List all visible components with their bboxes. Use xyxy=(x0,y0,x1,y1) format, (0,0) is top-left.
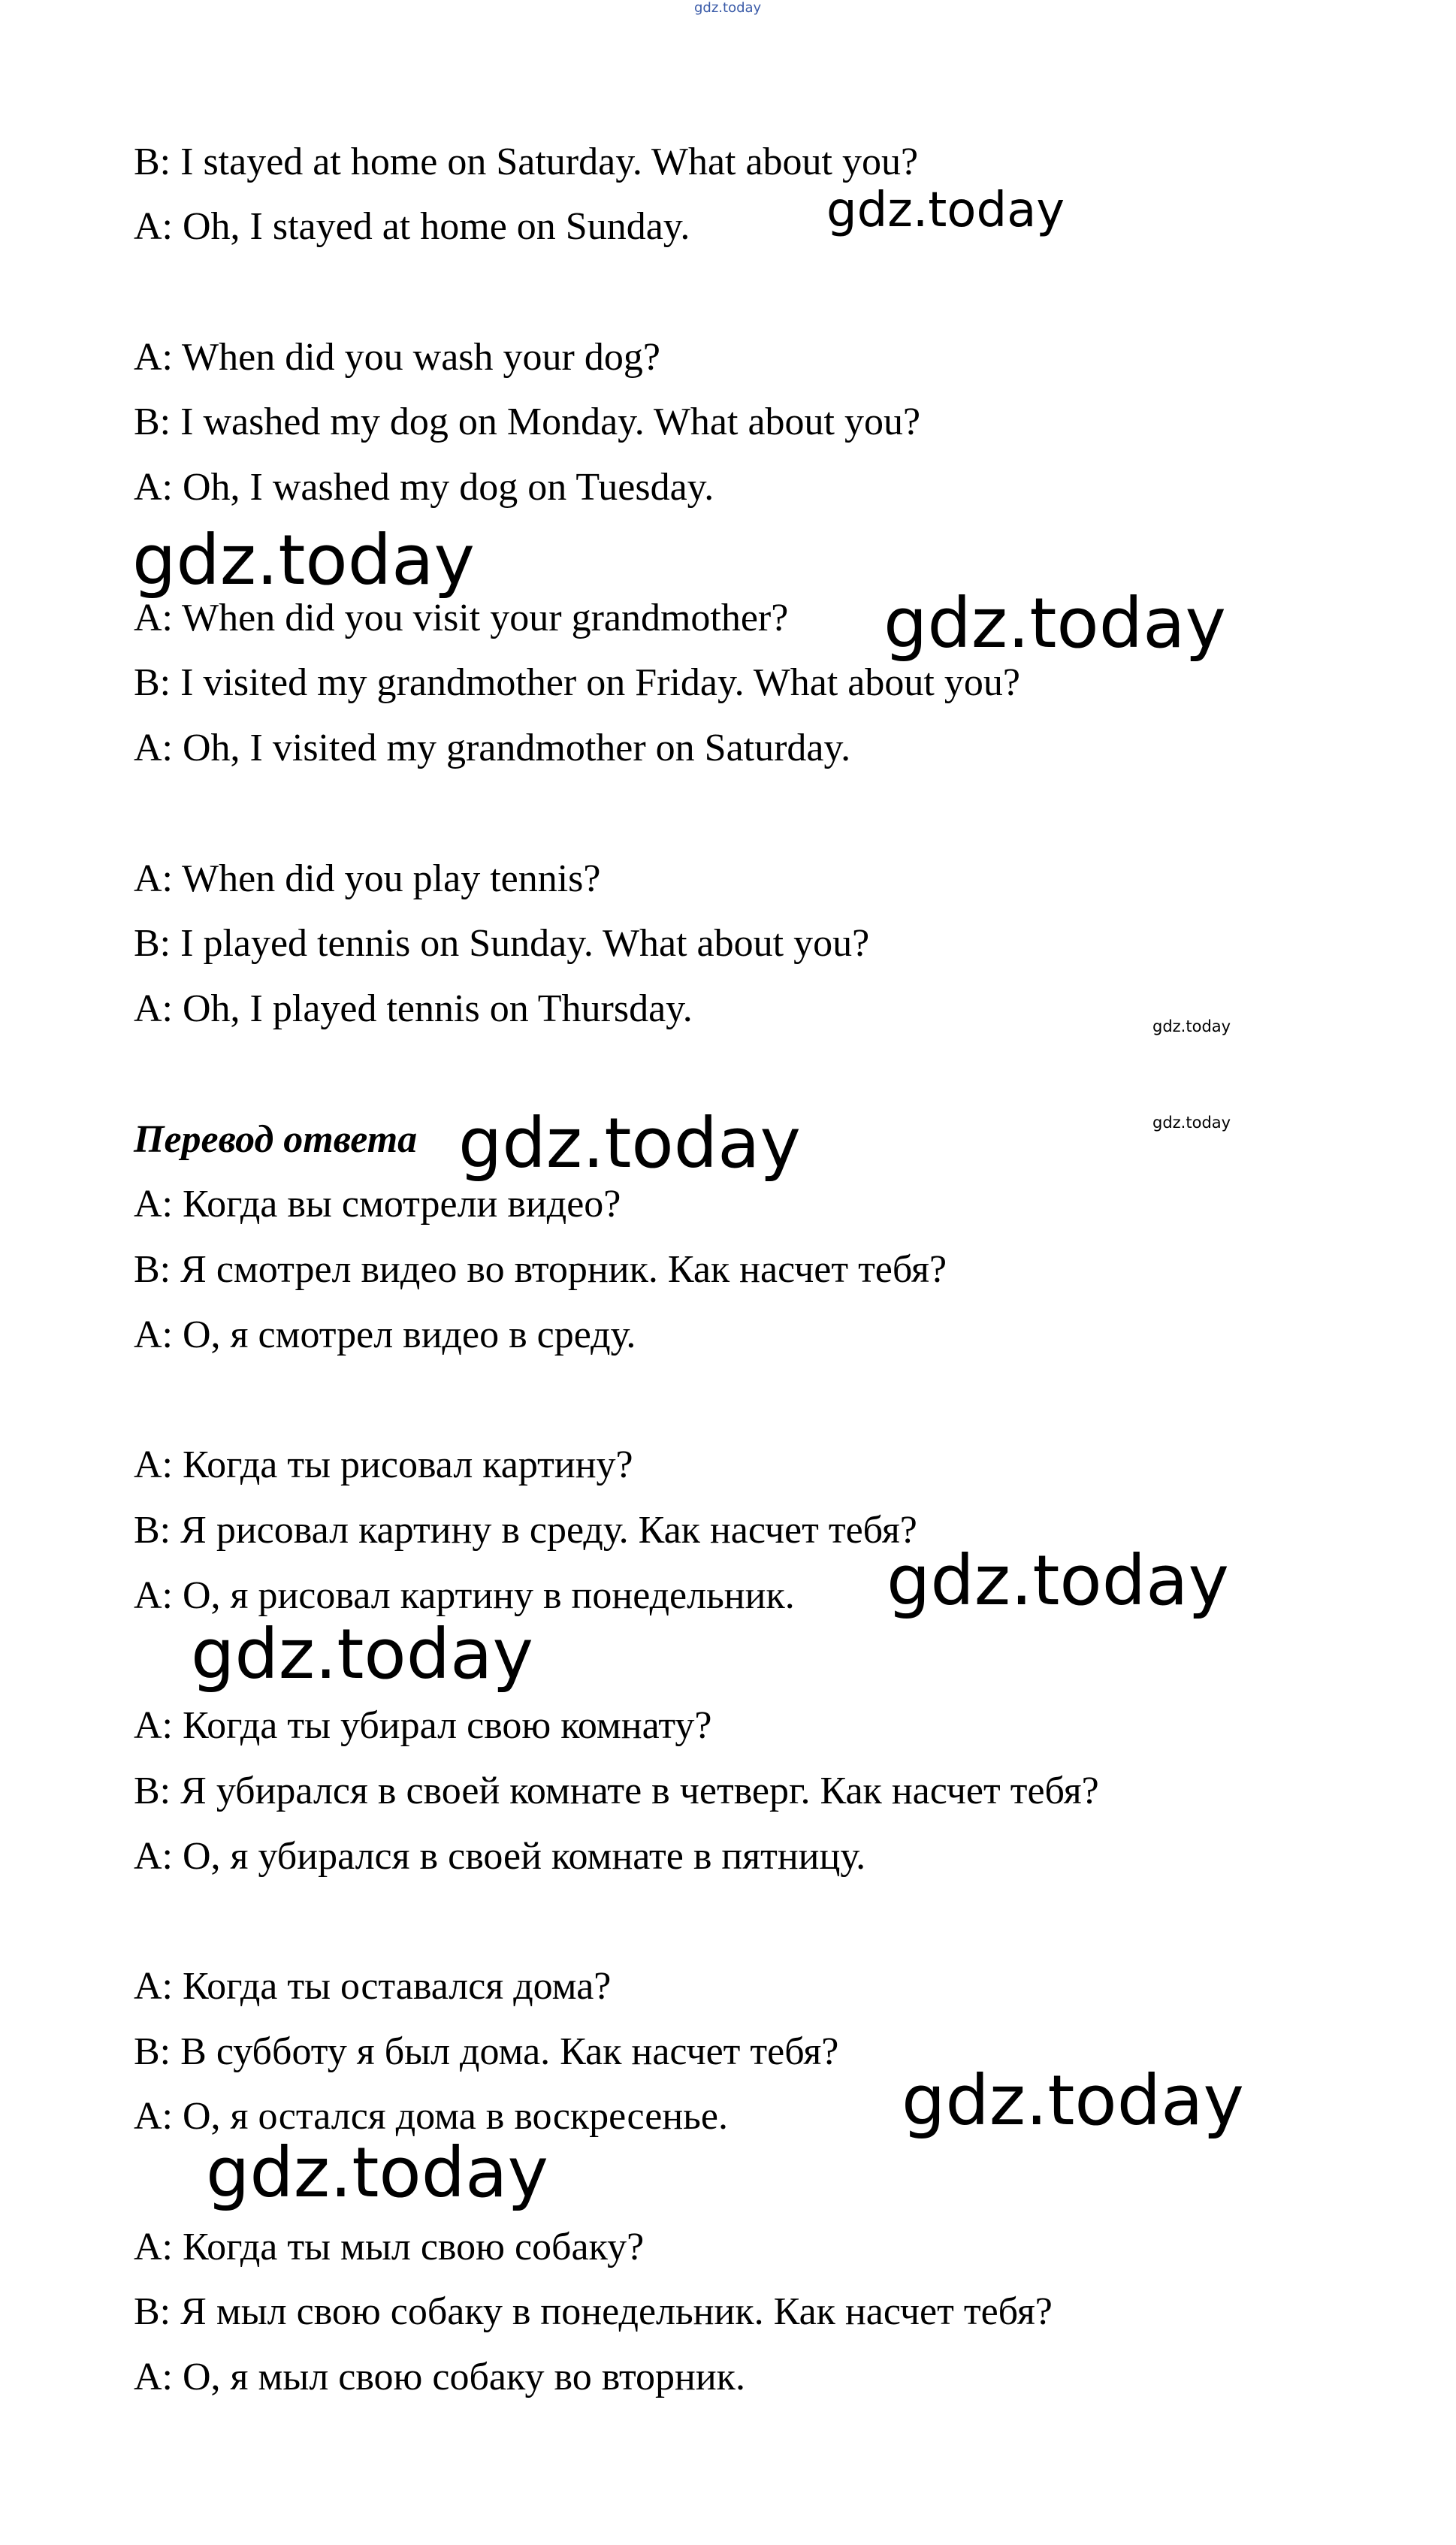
dialogue-line: A: Когда вы смотрели видео? xyxy=(134,1183,621,1226)
dialogue-line: A: О, я убирался в своей комнате в пятницу. xyxy=(134,1835,866,1878)
watermark: gdz.today xyxy=(902,2060,1244,2141)
top-watermark: gdz.today xyxy=(694,0,762,16)
dialogue-line: A: Oh, I washed my dog on Tuesday. xyxy=(134,466,714,509)
watermark: gdz.today xyxy=(458,1103,801,1183)
dialogue-line: A: О, я рисовал картину в понедельник. xyxy=(134,1574,795,1617)
translation-heading: Перевод ответа xyxy=(134,1118,418,1161)
watermark: gdz.today xyxy=(826,183,1065,238)
dialogue-line: B: Я мыл свою собаку в понедельник. Как насчет тебя? xyxy=(134,2290,1053,2333)
dialogue-line: A: Oh, I stayed at home on Sunday. xyxy=(134,205,690,248)
dialogue-line: B: Я рисовал картину в среду. Как насчет тебя? xyxy=(134,1509,917,1552)
dialogue-line: B: I washed my dog on Monday. What about you? xyxy=(134,400,921,443)
dialogue-line: B: I visited my grandmother on Friday. What about you? xyxy=(134,661,1020,704)
dialogue-line: A: Когда ты убирал свою комнату? xyxy=(134,1704,712,1747)
dialogue-line: B: Я смотрел видео во вторник. Как насчет тебя? xyxy=(134,1248,947,1291)
dialogue-line: A: О, я остался дома в воскресенье. xyxy=(134,2095,728,2138)
dialogue-line: A: Когда ты мыл свою собаку? xyxy=(134,2226,645,2268)
dialogue-line: B: I played tennis on Sunday. What about you? xyxy=(134,922,870,965)
dialogue-line: B: Я убирался в своей комнате в четверг. Как насчет тебя? xyxy=(134,1770,1099,1812)
dialogue-line: A: Когда ты оставался дома? xyxy=(134,1965,612,2008)
dialogue-line: A: When did you visit your grandmother? xyxy=(134,597,789,639)
dialogue-line: A: Oh, I played tennis on Thursday. xyxy=(134,987,693,1030)
dialogue-line: B: I stayed at home on Saturday. What about you? xyxy=(134,141,919,183)
watermark: gdz.today xyxy=(1152,1017,1231,1035)
dialogue-line: A: Когда ты рисовал картину? xyxy=(134,1443,633,1486)
dialogue-line: A: О, я мыл свою собаку во вторник. xyxy=(134,2356,745,2398)
watermark: gdz.today xyxy=(191,1614,533,1694)
watermark: gdz.today xyxy=(884,583,1226,663)
dialogue-line: A: Oh, I visited my grandmother on Saturday. xyxy=(134,727,851,769)
dialogue-line: A: When did you wash your dog? xyxy=(134,336,660,379)
watermark: gdz.today xyxy=(1152,1114,1231,1132)
dialogue-line: A: When did you play tennis? xyxy=(134,857,601,900)
dialogue-line: B: В субботу я был дома. Как насчет тебя? xyxy=(134,2030,839,2073)
watermark: gdz.today xyxy=(132,520,475,600)
watermark: gdz.today xyxy=(887,1540,1229,1621)
dialogue-line: A: О, я смотрел видео в среду. xyxy=(134,1313,636,1356)
watermark: gdz.today xyxy=(206,2132,548,2213)
